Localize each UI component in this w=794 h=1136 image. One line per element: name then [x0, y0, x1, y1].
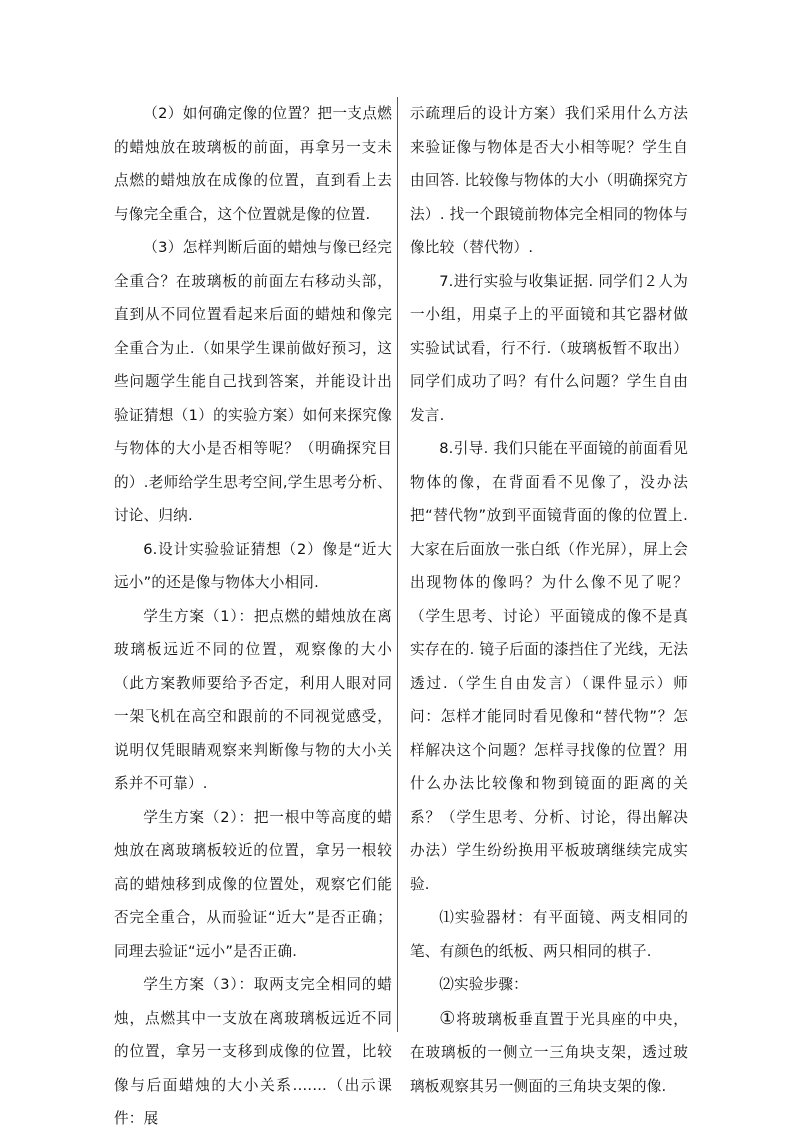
left-column [114, 97, 392, 1136]
paragraph-locate-image: （2）如何确定像的位置？把一支点燃的蜡烛放在玻璃板的前面，再拿另一支未点燃的蜡烛放在成像的位置，直到看上去与像完全重合，这个位置就是像的位置. [114, 105, 392, 223]
paragraph-collect-evidence: 7.进行实验与收集证据. 同学们２人为一小组，用桌子上的平面镜和其它器材做实验试试看，行不行.（玻璃板暂不取出）同学们成功了吗？有什么问题？学生自由发言. [410, 272, 688, 424]
step-number-marker: ① [439, 1007, 457, 1029]
paragraph-step-1 [410, 1002, 688, 1104]
paragraph-student-plan-3: 学生方案（3）：取两支完全相同的蜡烛，点燃其中一支放在离玻璃板远近不同的位置，拿另一支移到成像的位置，比较像与后面蜡烛的大小关系.……（出示课件：展 [114, 976, 392, 1127]
paragraph-student-plan-2: 学生方案（2）：把一根中等高度的蜡烛放在离玻璃板较近的位置，拿另一根较高的蜡烛移到成像的位置处，观察它们能否完全重合，从而验证“近大”是否正确；同理去验证“远小”是否正确. [114, 808, 392, 960]
paragraph-student-plan-1: 学生方案（1）：把点燃的蜡烛放在离玻璃板远近不同的位置，观察像的大小（此方案教师要给予否定，利用人眼对同一架飞机在高空和跟前的不同视觉感受，说明仅凭眼睛观察来判断像与物的大小关系并不可靠）. [114, 607, 392, 792]
paragraph-continued-plan: 示疏理后的设计方案）我们采用什么方法来验证像与物体是否大小相等呢？学生自由回答. 比较像与物体的大小（明确探究方法）. 找一个跟镜前物体完全相同的物体与像比较（替代物）. [410, 105, 688, 256]
step-1-text: 将玻璃板垂直置于光具座的中央，在玻璃板的一侧立一三角块支架，透过玻璃板观察其另一侧面的三角块支架的像. [410, 1010, 688, 1095]
column-divider [397, 97, 398, 1032]
paragraph-steps-heading: ⑵实验步骤： [439, 976, 528, 993]
paragraph-judge-overlap: （3）怎样判断后面的蜡烛与像已经完全重合？在玻璃板的前面左右移动头部，直到从不同位置看起来后面的蜡烛和像完全重合为止.（如果学生课前做好预习，这些问题学生能自己找到答案，并能设计出验证猜想（1）的实验方案）如何来探究像与物体的大小是否相等呢？（明确探究目的）.老师给学生思考空间,学生思考分析、讨论、归纳. [114, 239, 392, 524]
paragraph-equipment: ⑴实验器材：有平面镜、两支相同的笔、有颜色的纸板、两只相同的棋子. [410, 909, 688, 960]
paragraph-guidance: 8.引导. 我们只能在平面镜的前面看见物体的像，在背面看不见像了，没办法把“替代物”放到平面镜背面的像的位置上.大家在后面放一张白纸（作光屏），屏上会出现物体的像吗？为什么像不见了呢？（学生思考、讨论）平面镜成的像不是真实存在的. 镜子后面的漆挡住了光线，无法透过.（学生自由发言）（课件显示）师问：怎样才能同时看见像和“替代物”？怎样解决这个问题？怎样寻找像的位置？用什么办法比较像和物到镜面的距离的关系？（学生思考、分析、讨论，得出解决办法）学生纷纷换用平板玻璃继续完成实验. [410, 440, 688, 893]
paragraph-design-experiment: 6.设计实验验证猜想（2）像是“近大远小”的还是像与物体大小相同. [114, 540, 392, 591]
right-column [410, 97, 688, 1103]
